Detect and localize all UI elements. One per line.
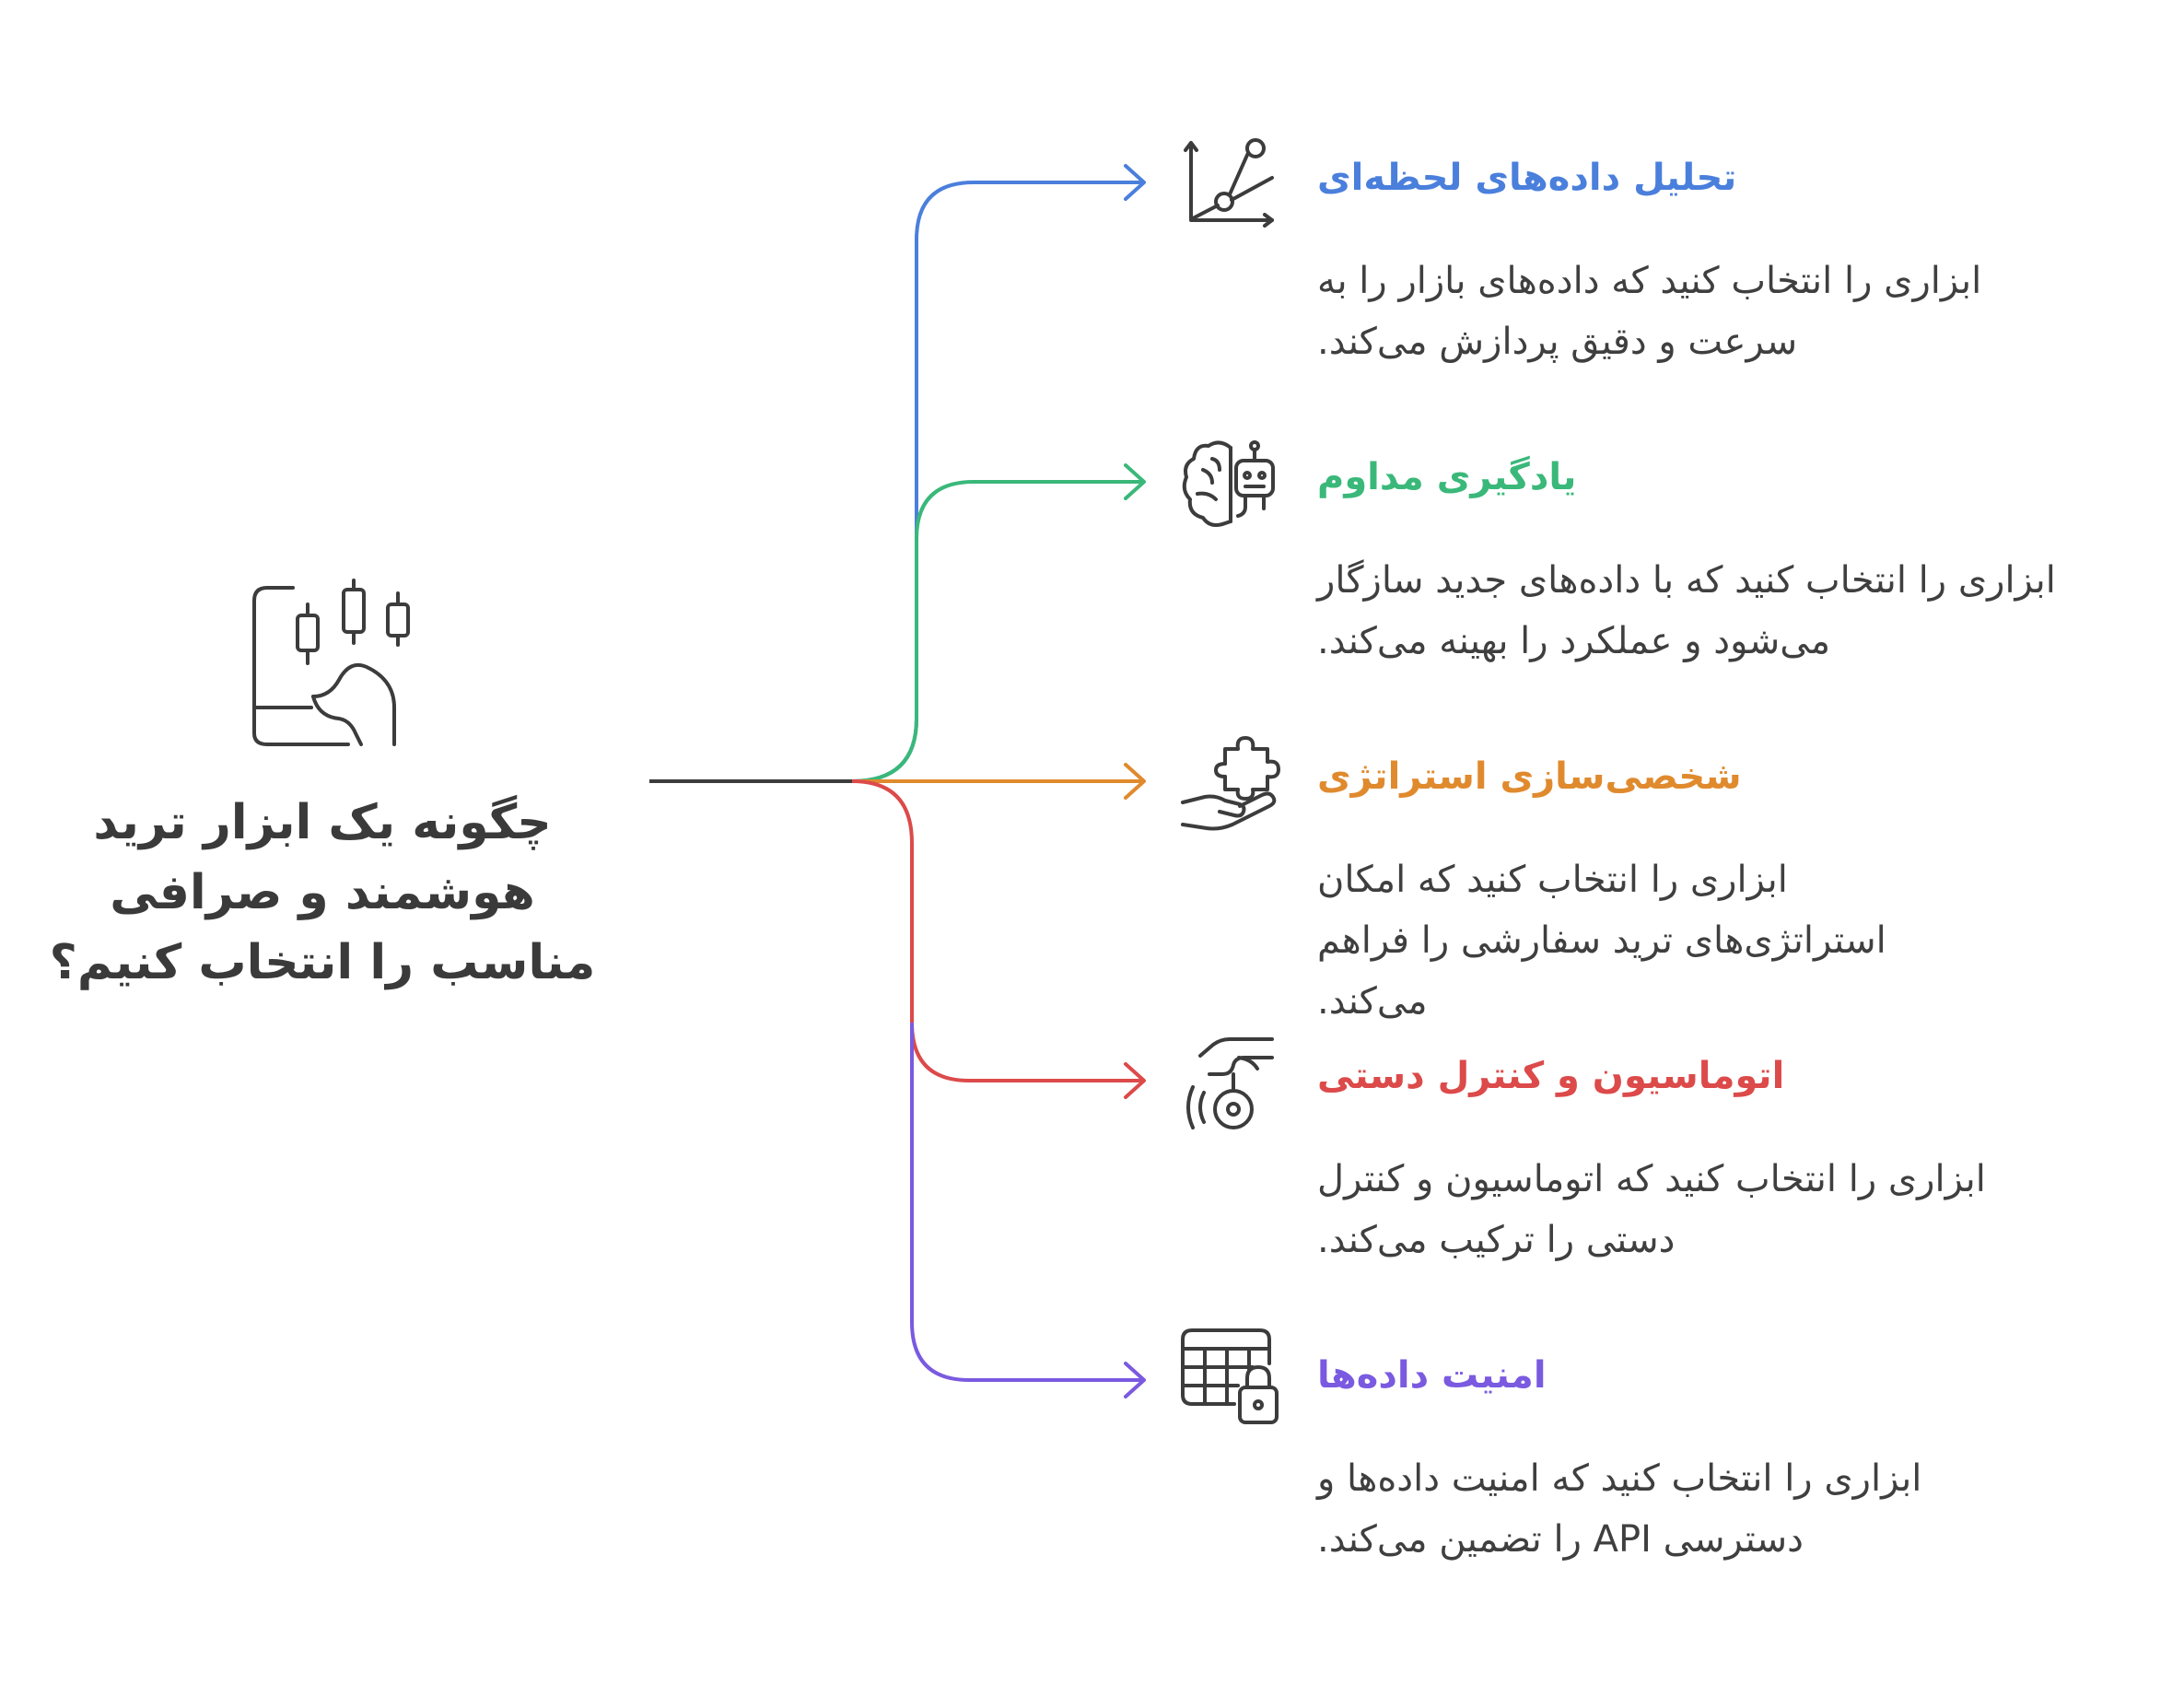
branch-title-5: امنیت داده‌ها	[1317, 1354, 1547, 1397]
branch-title-3: شخصی‌سازی استراتژی	[1317, 755, 1742, 798]
line-chart-icon	[1184, 132, 1279, 228]
tablet-candlestick-icon	[247, 579, 422, 750]
branch-title-1: تحلیل داده‌های لحظه‌ای	[1317, 157, 1737, 199]
puzzle-hand-icon	[1179, 732, 1282, 836]
branch-title-4: اتوماسیون و کنترل دستی	[1317, 1055, 1785, 1097]
brain-robot-icon	[1179, 433, 1282, 536]
branch-title-2: یادگیری مداوم	[1317, 456, 1577, 498]
hand-wheel-icon	[1184, 1032, 1281, 1135]
branch-line-2	[852, 482, 1142, 781]
diagram-title: چگونه یک ابزار ترید هوشمند و صرافی مناسب را انتخاب کنیم؟	[49, 795, 596, 990]
branch-desc-3: ابزاری را انتخاب کنید که امکان استراتژی‌های ترید سفارشی را فراهم می‌کند.	[1317, 859, 1886, 1023]
branch-desc-1: ابزاری را انتخاب کنید که داده‌های بازار را به سرعت و دقیق پردازش می‌کند.	[1317, 260, 1982, 363]
branch-desc-4: ابزاری را انتخاب کنید که اتوماسیون و کنترل دستی را ترکیب می‌کند.	[1317, 1158, 1986, 1261]
table-lock-icon	[1179, 1327, 1282, 1430]
branch-desc-5: ابزاری را انتخاب کنید که امنیت داده‌ها و دسترسی API را تضمین می‌کند.	[1317, 1457, 1922, 1561]
branch-desc-2: ابزاری را انتخاب کنید که با داده‌های جدید سازگار می‌شود و عملکرد را بهینه می‌کند.	[1317, 559, 2056, 662]
branch-line-4	[852, 781, 1142, 1081]
